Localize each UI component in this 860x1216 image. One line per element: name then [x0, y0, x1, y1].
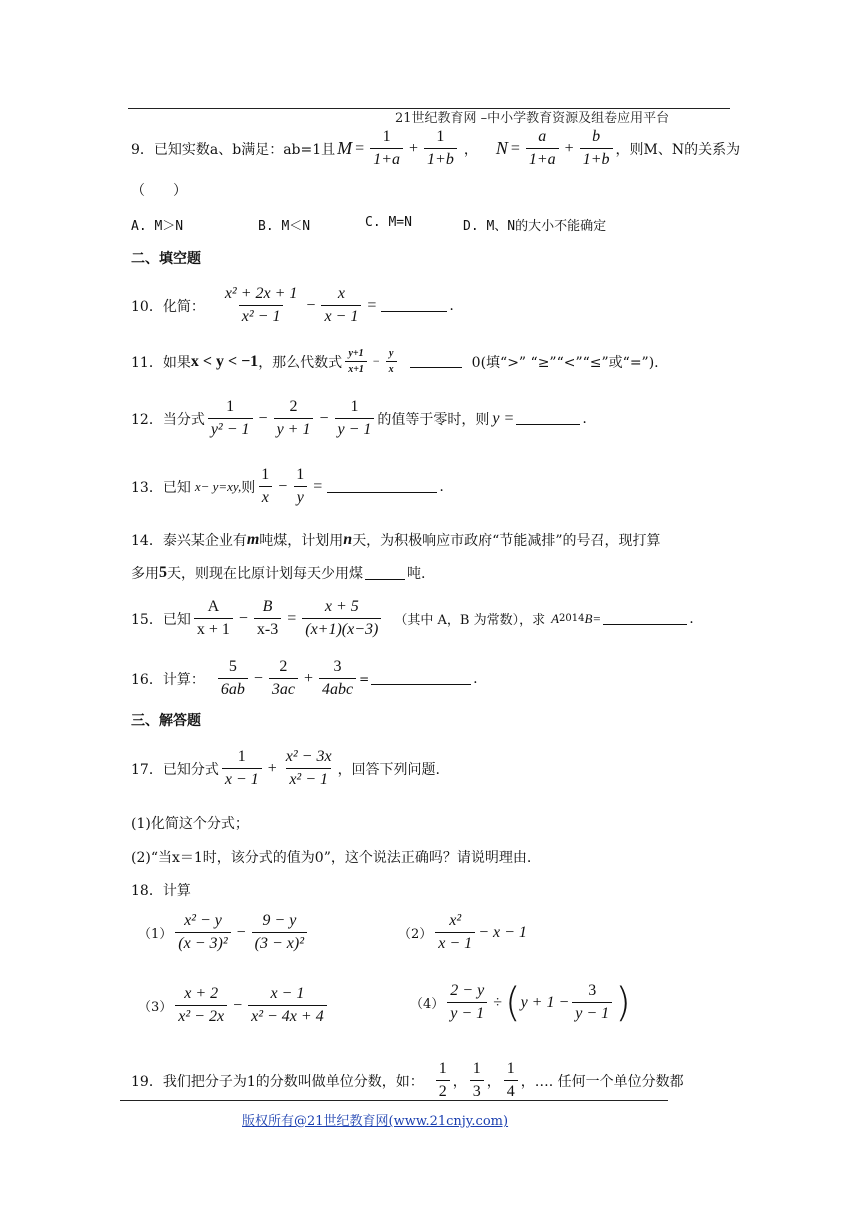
- q9-text: 9．已知实数a、b满足：ab=1且: [131, 141, 336, 158]
- q17-frac-1: $\frac{1}{x - 1}$: [222, 748, 262, 789]
- q17-text: 17．已知分式: [131, 761, 219, 778]
- q15-answer-blank[interactable]: [603, 612, 687, 625]
- q12-text: 12．当分式: [131, 411, 205, 428]
- section-fill-title: 二、填空题: [131, 251, 201, 267]
- q9-option-b: B. M＜N: [258, 219, 311, 234]
- q14-answer-blank[interactable]: [365, 567, 405, 580]
- q17-frac-2: $\frac{\text{x² − 3x}}{\text{x² − 1}}$: [285, 748, 332, 788]
- question-9: 9．已知实数a、b满足：ab=1且 M = $\frac{1}{1+a}$ + $\frac{1}{1+b}$ ， N = $\frac{a}{1+a}$ + $\frac{b}{1+b}$ ，则M、N的关系为: [131, 128, 741, 168]
- question-11: 11．如果 x < y < −1 ，那么代数式 $\frac{y+1}{x+1}$ − $\frac{y}{x}$ 0(填“>” “≥”“<”“≤”或“=”).: [131, 348, 659, 375]
- q18-item-1: （1） $\frac{\text{x² − y}}{\text{(x − 3)²}}$ − $\frac{9 - y}{\text{(3 − x)²}}$: [138, 912, 310, 953]
- q15-frac-3: $\frac{x + 5}{(x+1)(x-3)}$: [302, 598, 381, 639]
- footer-link[interactable]: 版权所有@21世纪教育网(www.21cnjy.com): [242, 1114, 509, 1129]
- q13-frac-2: $\frac{1}{y}$: [293, 466, 307, 507]
- q17-part-1: (1)化简这个分式；: [131, 816, 249, 832]
- question-15: 15．已知 $\frac{A}{x + 1}$ − $\frac{B}{x-3}$ = $\frac{x + 5}{(x+1)(x-3)}$ （其中 A，B 为常数），求 A 2014 B= .: [131, 598, 694, 638]
- q16-answer-blank[interactable]: [371, 672, 471, 685]
- q18-item-3: （3） $\frac{x + 2}{\text{x² − 2x}}$ − $\frac{x - 1}{\text{x² − 4x + 4}}$: [138, 985, 330, 1026]
- q11-tail: 0(填“>” “≥”“<”“≤”或“=”).: [471, 354, 659, 371]
- q9-option-c: C. M=N: [365, 215, 412, 230]
- q15-text: 15．已知: [131, 611, 191, 628]
- q16-frac-1: $\frac{5}{6ab}$: [218, 658, 248, 699]
- q19-frac-half: $\frac{1}{2}$: [436, 1060, 450, 1101]
- question-13: 13．已知 x− y=xy, 则 $\frac{1}{x}$ − $\frac{1}{y}$ = .: [131, 466, 444, 506]
- question-10: 10．化简： $\frac{\text{x² + 2x + 1}}{\text{x² − 1}}$ − $\frac{x}{x - 1}$ = .: [131, 285, 454, 325]
- q13-answer-blank[interactable]: [327, 480, 437, 493]
- q11-text: 11．如果: [131, 354, 191, 371]
- q11-answer-blank[interactable]: [410, 355, 462, 368]
- q11-frac-1: $\frac{y+1}{x+1}$: [345, 348, 367, 375]
- q9-M: M: [337, 138, 353, 158]
- q9-frac-2: $\frac{1}{1+b}$: [424, 128, 457, 169]
- q10-frac-2: $\frac{x}{x - 1}$: [321, 285, 361, 326]
- question-16: 16．计算： $\frac{5}{6ab}$ − $\frac{2}{3ac}$ + $\frac{3}{\text{4abc}}$ = .: [131, 658, 478, 698]
- question-12: 12．当分式 $\frac{1}{\text{y² − 1}}$ − $\frac{2}{y + 1}$ − $\frac{1}{y - 1}$ 的值等于零时，则 y = .: [131, 398, 587, 438]
- header-text: 21世纪教育网 –中小学教育资源及组卷应用平台: [395, 111, 670, 126]
- q19-frac-quarter: $\frac{1}{4}$: [504, 1060, 518, 1101]
- q9-frac-1: $\frac{1}{1+a}$: [370, 128, 403, 169]
- q15-frac-2: $\frac{B}{x-3}$: [254, 598, 281, 639]
- question-19: 19．我们把分子为1的分数叫做单位分数，如： $\frac{1}{2}$ ， $\frac{1}{3}$ ， $\frac{1}{4}$ ，…. 任何一个单位分数都: [131, 1060, 684, 1100]
- q10-text: 10．化简：: [131, 298, 205, 315]
- q18-item-2: （2） $\frac{\text{x²}}{x - 1}$ − x − 1: [398, 912, 527, 952]
- q19-text: 19．我们把分子为1的分数叫做单位分数，如：: [131, 1073, 424, 1090]
- q9-frac-4: $\frac{b}{1+b}$: [580, 128, 613, 169]
- q16-frac-2: $\frac{2}{3ac}$: [269, 658, 298, 699]
- question-14-line-2: 多用 5 天，则现在比原计划每天少用煤 吨.: [131, 564, 426, 582]
- q17-part-2: (2)“当x＝1时，该分式的值为0”，这个说法正确吗？请说明理由.: [131, 850, 532, 866]
- q9-frac-3: $\frac{a}{1+a}$: [526, 128, 559, 169]
- q18-item-4: （4） $\frac{2 - y}{y - 1}$ ÷ ( y + 1 − $\frac{3}{y - 1}$ ): [410, 979, 631, 1026]
- q13-text: 13．已知: [131, 479, 191, 496]
- q9-option-a: A. M＞N: [131, 219, 184, 234]
- question-17: 17．已知分式 $\frac{1}{x - 1}$ + $\frac{\text{x² − 3x}}{\text{x² − 1}}$ ，回答下列问题.: [131, 748, 441, 788]
- q19-frac-third: $\frac{1}{3}$: [470, 1060, 484, 1101]
- q10-answer-blank[interactable]: [381, 299, 447, 312]
- q12-frac-3: $\frac{1}{y - 1}$: [335, 398, 375, 439]
- q16-text: 16．计算：: [131, 671, 205, 688]
- q9-option-d: D. M、N的大小不能确定: [463, 219, 607, 234]
- q12-frac-1: $\frac{1}{\text{y² − 1}}$: [208, 398, 253, 439]
- q12-frac-2: $\frac{2}{y + 1}$: [274, 398, 314, 439]
- q16-frac-3: $\frac{3}{\text{4abc}}$: [319, 658, 356, 699]
- q9-paren: （ ）: [131, 183, 187, 199]
- q9-N: N: [495, 138, 508, 158]
- q15-frac-1: $\frac{A}{x + 1}$: [194, 598, 233, 639]
- q11-condition: x < y < −1: [190, 352, 259, 370]
- q12-answer-blank[interactable]: [516, 412, 580, 425]
- question-14-line-1: 14．泰兴某企业有 m 吨煤，计划用 n 天，为积极响应市政府“节能减排”的号召，现打算: [131, 531, 661, 549]
- q10-frac-1: $\frac{\text{x² + 2x + 1}}{\text{x² − 1}}$: [224, 285, 298, 325]
- q11-frac-2: $\frac{y}{x}$: [386, 348, 397, 375]
- q18-title: 18．计算: [131, 883, 191, 899]
- section-solve-title: 三、解答题: [131, 713, 201, 729]
- q13-frac-1: $\frac{1}{x}$: [258, 466, 272, 507]
- q9-tail: ，则M、N的关系为: [615, 141, 741, 158]
